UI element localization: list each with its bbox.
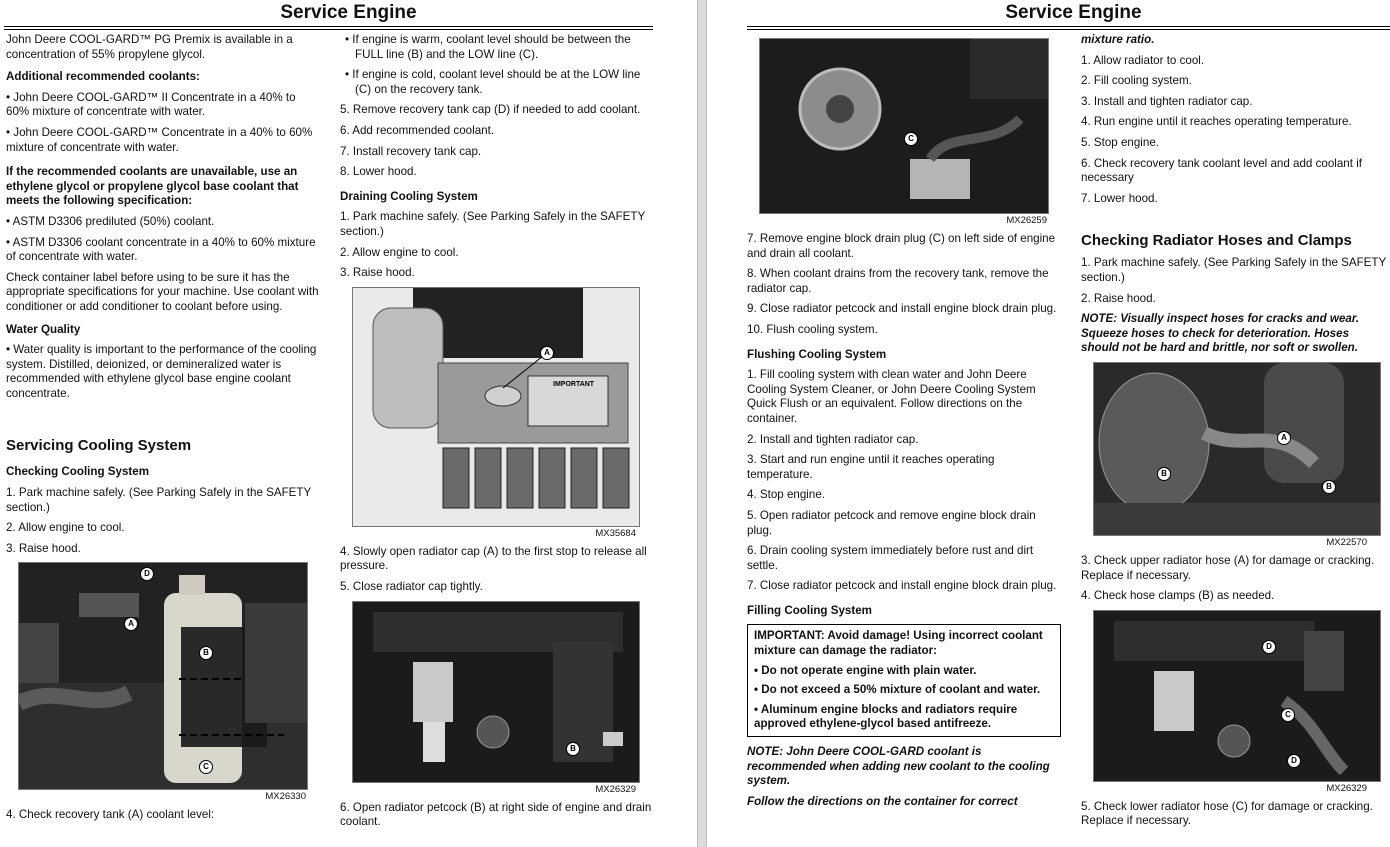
title-rule xyxy=(747,29,1390,30)
step: 4. Run engine until it reaches operating temperature. xyxy=(1081,115,1352,129)
list-item: • ASTM D3306 prediluted (50%) coolant. xyxy=(6,214,215,228)
step: 6. Open radiator petcock (B) at right side of engine and drain coolant. xyxy=(340,800,652,829)
step: 3. Raise hood. xyxy=(340,266,415,280)
figure-radiator-cap xyxy=(352,287,640,527)
step: 3. Raise hood. xyxy=(6,541,81,555)
step: 8. When coolant drains from the recovery tank, remove the radiator cap. xyxy=(747,267,1049,295)
paragraph: • Water quality is important to the performance of the cooling system. Distilled, deionized, or demineralized water is recommended with ethylene glycol base engine coolant concentrate. xyxy=(6,343,317,400)
callout-label: A xyxy=(124,617,138,631)
figure-caption: MX26329 xyxy=(595,783,636,795)
section-heading: If the recommended coolants are unavailable, use an ethylene glycol or propylene glycol base coolant that meets the following specification: xyxy=(6,165,299,208)
callout-label: D xyxy=(1262,640,1276,654)
step: 1. Park machine safely. (See Parking Safely in the SAFETY section.) xyxy=(6,486,312,514)
step: 5. Remove recovery tank cap (D) if needed to add coolant. xyxy=(340,103,641,117)
list-item: • If engine is cold, coolant level should be at the LOW line (C) on the recovery tank. xyxy=(345,68,641,96)
title-rule xyxy=(747,26,1390,27)
callout-label: B xyxy=(566,742,580,756)
step: 2. Install and tighten radiator cap. xyxy=(747,432,919,446)
radiator-cap-illustration xyxy=(353,288,639,526)
figure-caption: MX26330 xyxy=(265,791,306,803)
paragraph: John Deere COOL-GARD™ PG Premix is available in a concentration of 55% propylene glycol. xyxy=(6,33,293,61)
step: 5. Check lower radiator hose (C) for damage or cracking. Replace if necessary. xyxy=(1081,799,1373,828)
callout-label: B xyxy=(199,646,213,660)
step: 7. Install recovery tank cap. xyxy=(340,144,482,158)
step: 7. Close radiator petcock and install engine block drain plug. xyxy=(747,579,1057,593)
step: 5. Close radiator cap tightly. xyxy=(340,579,483,593)
step: 5. Stop engine. xyxy=(1081,135,1159,149)
page-title: Service Engine xyxy=(1005,2,1142,23)
figure-caption: MX35684 xyxy=(595,527,636,539)
engine-block-illustration xyxy=(760,39,1048,213)
note: NOTE: John Deere COOL-GARD coolant is recommended when adding new coolant to the cooling system. xyxy=(747,745,1050,788)
step: 2. Allow engine to cool. xyxy=(6,521,125,535)
subsection-heading: Filling Cooling System xyxy=(747,603,872,617)
left-column-2 xyxy=(340,33,652,836)
step: 2. Allow engine to cool. xyxy=(340,245,459,259)
warning-label: IMPORTANT xyxy=(553,380,595,388)
step: 2. Fill cooling system. xyxy=(1081,74,1192,88)
step: 3. Install and tighten radiator cap. xyxy=(1081,94,1253,108)
notice-text: IMPORTANT: Avoid damage! Using incorrect coolant mixture can damage the radiator: xyxy=(754,629,1043,658)
note: Follow the directions on the container for correct xyxy=(747,794,1018,808)
step: 1. Park machine safely. (See Parking Safely in the SAFETY section.) xyxy=(340,210,646,238)
figure-caption: MX22570 xyxy=(1326,536,1367,548)
subsection-heading: Draining Cooling System xyxy=(340,189,478,203)
callout-label: D xyxy=(140,567,154,581)
section-heading: Additional recommended coolants: xyxy=(6,70,200,84)
step: 5. Open radiator petcock and remove engine block drain plug. xyxy=(747,508,1036,537)
step: 10. Flush cooling system. xyxy=(747,322,878,336)
section-heading: Servicing Cooling System xyxy=(6,437,192,455)
engine-petcock-illustration xyxy=(353,602,639,782)
page-gutter xyxy=(697,0,707,847)
figure-petcock xyxy=(352,601,640,783)
callout-label: A xyxy=(540,346,554,360)
callout-label: A xyxy=(1277,431,1291,445)
figure-recovery-tank xyxy=(18,562,308,790)
upper-hose-illustration xyxy=(1094,363,1380,535)
figure-caption: MX26329 xyxy=(1326,782,1367,794)
list-item: • John Deere COOL-GARD™ Concentrate in a 40% to 60% mixture of concentrate with water. xyxy=(6,125,313,154)
step: 3. Check upper radiator hose (A) for damage or cracking. Replace if necessary. xyxy=(1081,553,1375,582)
notice-item: • Do not exceed a 50% mixture of coolant and water. xyxy=(754,683,1041,697)
right-column-1 xyxy=(747,38,1061,815)
step: 7. Remove engine block drain plug (C) on left side of engine and drain all coolant. xyxy=(747,232,1056,260)
callout-label: C xyxy=(199,760,213,774)
paragraph: Check container label before using to be sure it has the appropriate specifications for your machine. Use coolant with conditioner or add conditioner to coolant before using. xyxy=(6,270,319,313)
list-item: • ASTM D3306 coolant concentrate in a 40% to 60% mixture of concentrate with water. xyxy=(6,235,316,264)
section-heading: Checking Radiator Hoses and Clamps xyxy=(1081,232,1352,250)
step: 7. Lower hood. xyxy=(1081,191,1158,205)
callout-label: C xyxy=(1281,708,1295,722)
notice-item: • Do not operate engine with plain water. xyxy=(754,663,977,677)
step: 6. Check recovery tank coolant level and add coolant if necessary xyxy=(1081,156,1362,185)
important-notice xyxy=(747,624,1061,737)
step: 1. Allow radiator to cool. xyxy=(1081,53,1205,67)
right-column-2 xyxy=(1081,33,1387,835)
notice-item: • Aluminum engine blocks and radiators require approved ethylene-glycol based antifreeze. xyxy=(754,702,1018,731)
step: 3. Start and run engine until it reaches operating temperature. xyxy=(747,453,995,481)
step: 1. Fill cooling system with clean water and John Deere Cooling System Cleaner, or John Deere Cooling System Quick Flush or an equivalent. Follow directions on the container. xyxy=(747,368,1036,425)
lower-hose-illustration xyxy=(1094,611,1380,781)
callout-label: C xyxy=(904,132,918,146)
figure-lower-hose xyxy=(1093,610,1381,782)
page-title: Service Engine xyxy=(280,2,417,23)
step: 2. Raise hood. xyxy=(1081,291,1156,305)
step: 6. Add recommended coolant. xyxy=(340,123,495,137)
right-page xyxy=(707,0,1390,847)
subsection-heading: Flushing Cooling System xyxy=(747,347,887,361)
callout-label: D xyxy=(1287,754,1301,768)
figure-caption: MX26259 xyxy=(1006,215,1047,226)
figure-upper-hose xyxy=(1093,362,1381,536)
step: 8. Lower hood. xyxy=(340,165,417,179)
note: NOTE: Visually inspect hoses for cracks and wear. Squeeze hoses to check for deterioration. Hoses should not be hard and brittle, nor soft or swollen. xyxy=(1081,312,1359,355)
callout-label: B xyxy=(1157,467,1171,481)
list-item: • If engine is warm, coolant level should be between the FULL line (B) and the LOW line (C). xyxy=(345,33,631,61)
title-rule xyxy=(4,26,653,27)
subsection-heading: Checking Cooling System xyxy=(6,465,150,479)
step: 1. Park machine safely. (See Parking Safely in the SAFETY section.) xyxy=(1081,256,1387,284)
step: 9. Close radiator petcock and install engine block drain plug. xyxy=(747,302,1057,316)
step: 6. Drain cooling system immediately before rust and dirt settle. xyxy=(747,544,1034,572)
title-rule xyxy=(4,29,653,30)
step: 4. Stop engine. xyxy=(747,488,825,502)
step: 4. Check hose clamps (B) as needed. xyxy=(1081,589,1275,603)
section-heading: Water Quality xyxy=(6,322,81,336)
note: mixture ratio. xyxy=(1081,33,1155,46)
callout-label: B xyxy=(1322,480,1336,494)
step: 4. Slowly open radiator cap (A) to the first stop to release all pressure. xyxy=(340,544,647,573)
list-item: • John Deere COOL-GARD™ II Concentrate in a 40% to 60% mixture of concentrate with water. xyxy=(6,90,296,119)
left-column-1 xyxy=(6,33,320,829)
recovery-tank-illustration xyxy=(19,563,307,789)
step: 4. Check recovery tank (A) coolant level: xyxy=(6,808,215,822)
figure-block-drain xyxy=(759,38,1049,214)
